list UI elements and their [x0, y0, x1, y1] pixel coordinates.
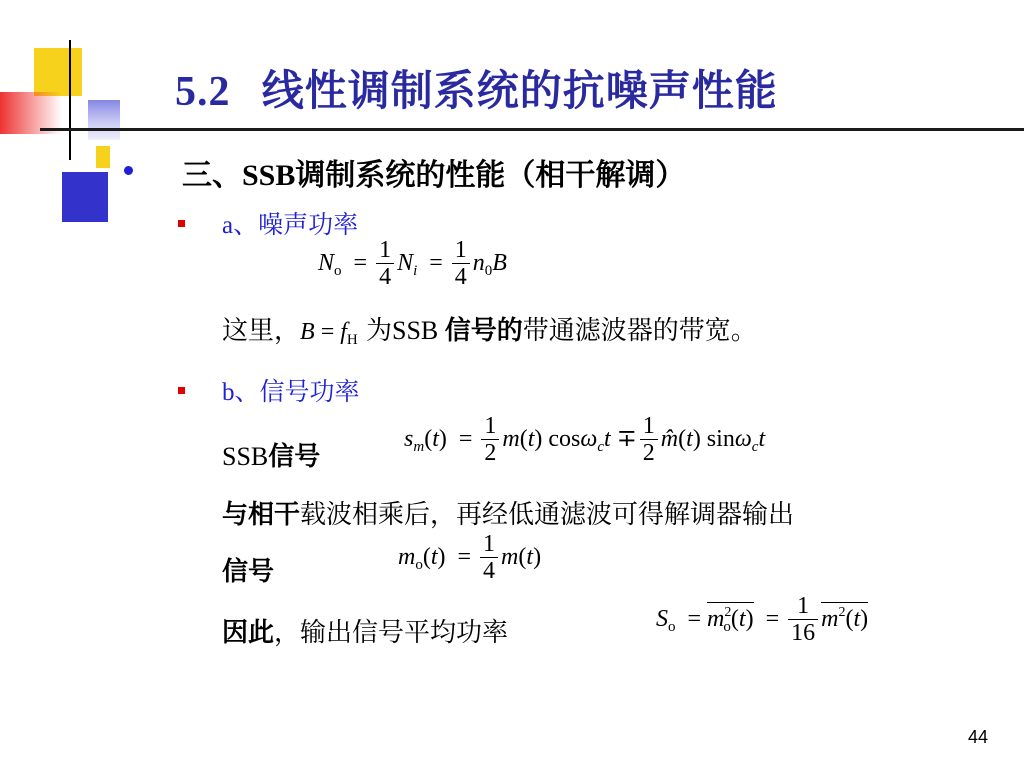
deco-blue-square — [62, 172, 108, 222]
page-number: 44 — [968, 727, 989, 747]
equation-demod-output: $m_o(t)$ = $\frac{1}{4}$ m(t) — [398, 531, 542, 585]
item-a-heading: a、噪声功率 — [222, 210, 359, 239]
item-b-heading: b、信号功率 — [222, 377, 360, 406]
section-heading: 三、SSB调制系统的性能（相干解调） — [182, 158, 686, 193]
heading-bullet-icon — [124, 166, 133, 175]
equation-ssb-signal: $s_m(t)$ = $\frac{1}{2}$ m(t) cosω$_c$t ∓ $\frac{1}{2}$ m̂(t) sinω$_c$t — [404, 413, 766, 467]
item-a-bullet-icon — [178, 220, 185, 227]
carrier-line: 与相干载波相乘后，再经低通滤波可得解调器输出 — [222, 500, 795, 530]
page-title: 5.2 线性调制系统的抗噪声性能 — [175, 66, 778, 115]
equation-output-power: $S_o = m^2_o(t)$ = $\frac{1}{16}$ $m^2(t)$ — [656, 593, 869, 647]
bandwidth-line: 这里，$B = f_H$ 为SSB 信号的带通滤波器的带宽。 — [222, 316, 757, 348]
therefore-line: 因此，输出信号平均功率 — [222, 618, 509, 648]
deco-lightblue-square — [88, 100, 120, 140]
equation-noise-power: $N_o$ = $\frac{1}{4}$ $N_i$ = $\frac{1}{4}$ $n_0B$ — [318, 237, 507, 291]
signal-word: 信号 — [222, 557, 275, 587]
corner-decoration — [0, 0, 120, 230]
deco-yellow-small — [96, 146, 110, 168]
title-underline — [40, 128, 1024, 131]
item-b-bullet-icon — [178, 387, 185, 394]
deco-yellow-square — [34, 48, 82, 96]
ssb-signal-label: SSB信号 — [222, 442, 321, 472]
